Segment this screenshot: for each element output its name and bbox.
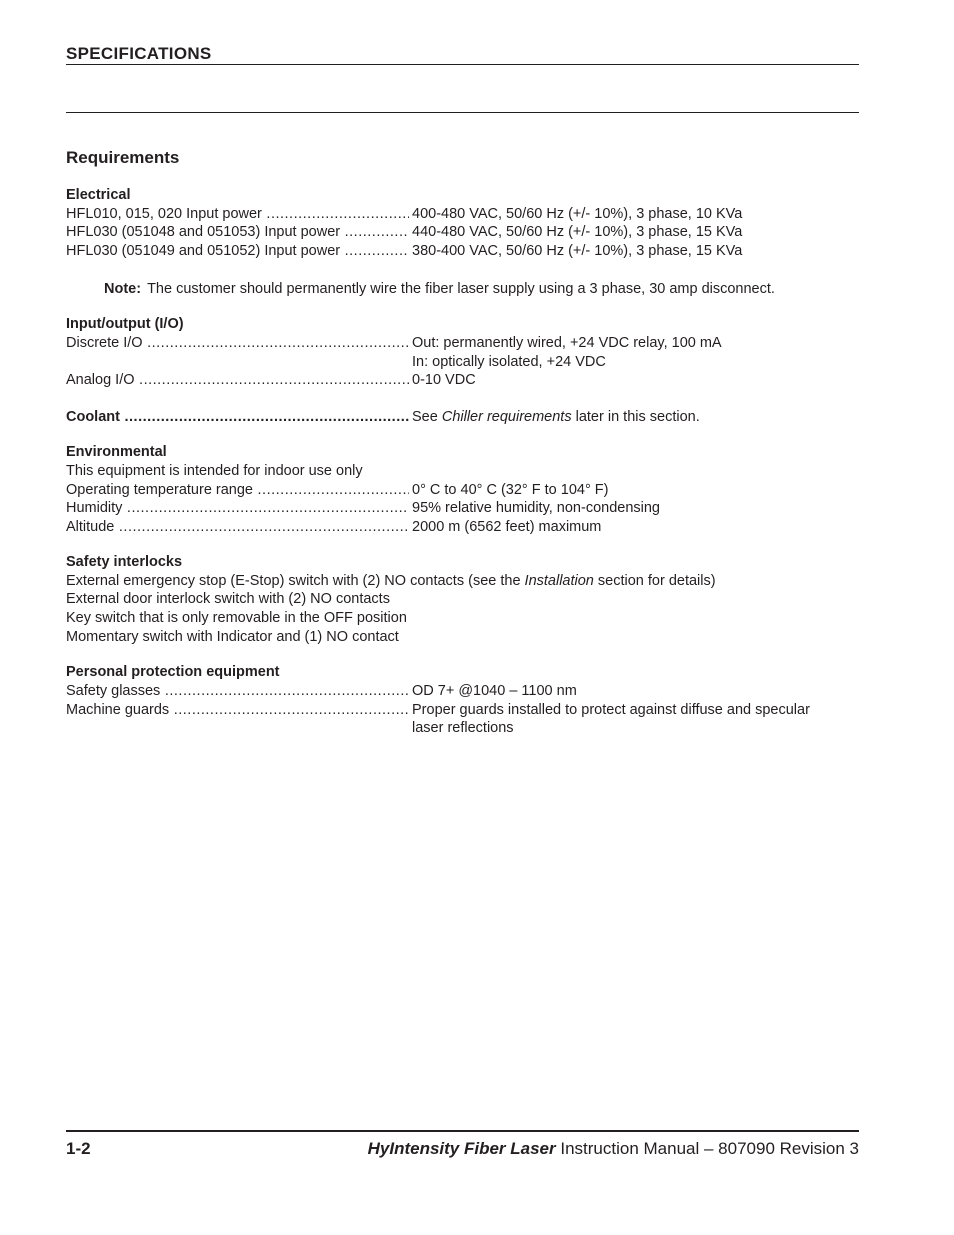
spec-label: Operating temperature range ..... bbox=[66, 481, 409, 500]
safety-line-text bbox=[66, 572, 716, 591]
spec-value: 380-400 VAC, 50/60 Hz (+/- 10%), 3 phase, 15 KVa bbox=[412, 243, 743, 259]
spec-row bbox=[66, 223, 856, 242]
ppe-heading: Personal protection equipment bbox=[66, 664, 280, 680]
running-header: SPECIFICATIONS bbox=[66, 44, 212, 63]
spec-label: Analog I/O ..... bbox=[66, 371, 409, 390]
safety-line-reference: Installation bbox=[524, 573, 594, 589]
footer-rule bbox=[66, 1130, 859, 1132]
product-name: HyIntensity Fiber Laser bbox=[367, 1139, 556, 1158]
spec-row bbox=[66, 518, 856, 537]
spec-row bbox=[66, 481, 856, 500]
environmental-heading: Environmental bbox=[66, 444, 167, 460]
safety-line-text: External door interlock switch with (2) NO contacts bbox=[66, 591, 390, 607]
spec-value: 2000 m (6562 feet) maximum bbox=[412, 519, 602, 535]
spec-value: Proper guards installed to protect against diffuse and specular bbox=[412, 702, 810, 718]
header-rule-lower bbox=[66, 112, 859, 113]
spec-label: HFL010, 015, 020 Input power ..... bbox=[66, 205, 409, 224]
page-title: Requirements bbox=[66, 148, 180, 167]
safety-line bbox=[66, 628, 856, 647]
coolant-value-suffix: later in this section. bbox=[571, 409, 700, 425]
safety-line-suffix: section for details) bbox=[593, 573, 716, 589]
safety-line-text: Momentary switch with Indicator and (1) NO contact bbox=[66, 629, 399, 645]
safety-line bbox=[66, 590, 856, 609]
spec-label: Discrete I/O ..... bbox=[66, 334, 409, 353]
spec-value: laser reflections bbox=[412, 720, 514, 736]
note bbox=[104, 281, 775, 297]
spec-row bbox=[66, 682, 856, 701]
safety-heading: Safety interlocks bbox=[66, 554, 183, 570]
env-intro bbox=[66, 462, 856, 481]
coolant-value-prefix: See bbox=[412, 409, 442, 425]
spec-row bbox=[66, 371, 856, 390]
spec-row bbox=[66, 701, 856, 720]
spec-value: In: optically isolated, +24 VDC bbox=[412, 354, 606, 370]
spec-row bbox=[66, 205, 856, 224]
spec-row-continuation bbox=[66, 353, 856, 372]
page-number: 1-2 bbox=[66, 1139, 91, 1158]
footer-title bbox=[368, 1139, 859, 1159]
spec-row bbox=[66, 334, 856, 353]
spec-value: OD 7+ @1040 – 1100 nm bbox=[412, 683, 577, 699]
safety-line bbox=[66, 609, 856, 628]
io-heading: Input/output (I/O) bbox=[66, 316, 184, 332]
spec-row bbox=[66, 499, 856, 518]
manual-info: Instruction Manual – 807090 Revision 3 bbox=[555, 1139, 859, 1158]
coolant-value bbox=[412, 408, 700, 427]
coolant-label: Coolant ..... bbox=[66, 408, 409, 427]
spec-label: Humidity ..... bbox=[66, 499, 409, 518]
note-label: Note: bbox=[104, 281, 142, 297]
env-intro-text: This equipment is intended for indoor use only bbox=[66, 463, 363, 479]
spec-label: HFL030 (051049 and 051052) Input power ..... bbox=[66, 242, 409, 261]
electrical-heading: Electrical bbox=[66, 187, 131, 203]
spec-label: Safety glasses ..... bbox=[66, 682, 409, 701]
spec-value: 0-10 VDC bbox=[412, 372, 476, 388]
safety-line-prefix: External emergency stop (E-Stop) switch with (2) NO contacts (see the bbox=[66, 573, 525, 589]
coolant-row bbox=[66, 408, 856, 427]
spec-value: 0° C to 40° C (32° F to 104° F) bbox=[412, 482, 609, 498]
spec-value: 95% relative humidity, non-condensing bbox=[412, 500, 660, 516]
safety-line-text: Key switch that is only removable in the OFF position bbox=[66, 610, 407, 626]
spec-value: 400-480 VAC, 50/60 Hz (+/- 10%), 3 phase, 10 KVa bbox=[412, 206, 743, 222]
note-text: The customer should permanently wire the fiber laser supply using a 3 phase, 30 amp disconnect. bbox=[147, 281, 775, 297]
spec-label: Altitude ..... bbox=[66, 518, 409, 537]
spec-row-continuation bbox=[66, 719, 856, 738]
coolant-value-reference: Chiller requirements bbox=[441, 409, 572, 425]
spec-value: Out: permanently wired, +24 VDC relay, 100 mA bbox=[412, 335, 722, 351]
spec-row bbox=[66, 242, 856, 261]
safety-line bbox=[66, 572, 856, 591]
spec-value: 440-480 VAC, 50/60 Hz (+/- 10%), 3 phase, 15 KVa bbox=[412, 224, 743, 240]
spec-label: HFL030 (051048 and 051053) Input power ..... bbox=[66, 223, 409, 242]
spec-label: Machine guards ..... bbox=[66, 701, 409, 720]
header-rule bbox=[66, 64, 859, 65]
